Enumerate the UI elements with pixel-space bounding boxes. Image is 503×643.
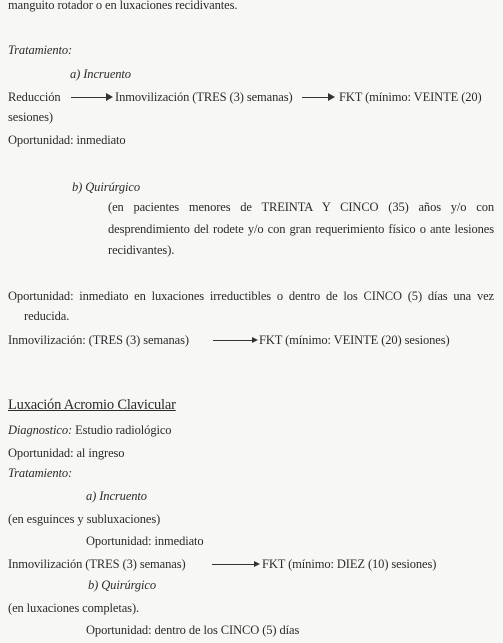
incruento-label: a) Incruento: [86, 489, 147, 503]
arrow-icon: [213, 340, 256, 341]
reduction-text: Reducción: [8, 90, 61, 104]
quirurgico-label: b) Quirúrgico: [72, 180, 141, 194]
immobilization-text: Inmovilización (TRES (3) semanas): [8, 557, 186, 571]
text-line: (en esguinces y subluxaciones): [8, 512, 161, 526]
opportunity-text: Oportunidad: inmediato: [86, 534, 204, 548]
arrow-icon: [302, 97, 333, 98]
diagnosis-label: Diagnostico:: [8, 423, 73, 437]
treatment-label: Tratamiento:: [8, 43, 73, 57]
text-line: reducida.: [24, 309, 70, 323]
quirurgico-label: b) Quirúrgico: [88, 578, 157, 592]
fkt-text: FKT (mínimo: DIEZ (10) sesiones): [262, 557, 437, 571]
opportunity-text: Oportunidad: inmediato: [8, 133, 126, 147]
arrow-icon: [71, 97, 111, 98]
immobilization-text: Inmovilización (TRES (3) semanas): [115, 90, 293, 104]
text-line: sesiones): [8, 110, 53, 124]
text-line: (en pacientes menores de TREINTA Y CINCO (35) años y/o con: [108, 200, 494, 214]
fkt-text: FKT (mínimo: VEINTE (20) sesiones): [259, 333, 450, 347]
immobilization-text: Inmovilización: (TRES (3) semanas): [8, 333, 189, 347]
incruento-label: a) Incruento: [70, 67, 131, 81]
diagnosis-line: [8, 423, 171, 437]
text-line: recidivantes).: [108, 243, 175, 257]
arrow-icon: [212, 564, 258, 565]
text-line: desprendimiento del rodete y/o con gran requerimiento físico o ante lesiones: [108, 222, 494, 236]
section-heading: Luxación Acromio Clavicular: [8, 397, 176, 413]
opportunity-text: Oportunidad: al ingreso: [8, 446, 125, 460]
treatment-label: Tratamiento:: [8, 466, 73, 480]
text-line: manguito rotador o en luxaciones recidivantes.: [8, 0, 238, 12]
fkt-text: FKT (mínimo: VEINTE (20): [339, 90, 482, 104]
text-line: (en luxaciones completas).: [8, 601, 140, 615]
opportunity-text: Oportunidad: inmediato en luxaciones irreductibles o dentro de los CINCO (5) días una vez: [8, 289, 494, 303]
opportunity-text: Oportunidad: dentro de los CINCO (5) días: [86, 623, 300, 637]
diagnosis-value: Estudio radiológico: [72, 423, 172, 437]
